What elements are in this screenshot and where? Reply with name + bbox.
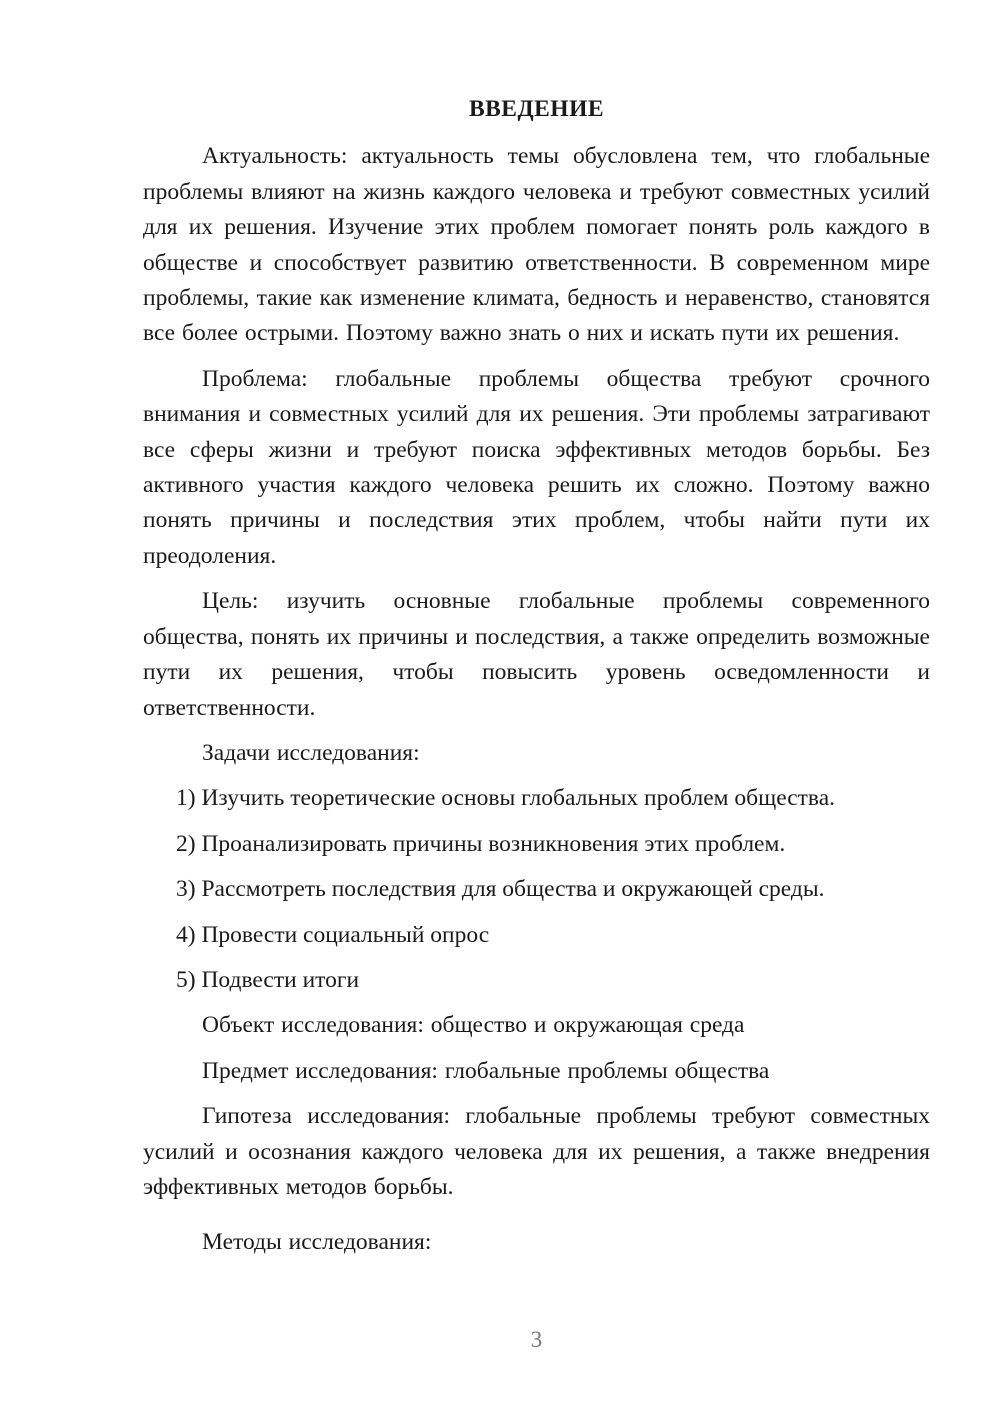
section-title: ВВЕДЕНИЕ <box>468 96 605 122</box>
document-content <box>143 92 930 1271</box>
task-item-1: 1) Изучить теоретические основы глобальных проблем общества. <box>176 785 836 812</box>
paragraph-hypothesis: Гипотеза исследования: глобальные проблемы требуют совместных усилий и осознания каждого человека для их решения, а также внедрения эффективных методов борьбы. <box>143 1103 930 1200</box>
page-number: 3 <box>530 1327 543 1352</box>
task-item-4: 4) Провести социальный опрос <box>176 921 490 948</box>
task-item-5: 5) Подвести итоги <box>176 966 360 993</box>
paragraph-goal: Цель: изучить основные глобальные проблемы современного общества, понять их причины и последствия, а также определить возможные пути их решения, чтобы повысить уровень осведомленности и ответственности. <box>143 588 930 721</box>
methods-heading: Методы исследования: <box>202 1229 432 1256</box>
paragraph-problem: Проблема: глобальные проблемы общества требуют срочного внимания и совместных усилий для их решения. Эти проблемы затрагивают все сферы жизни и требуют поиска эффективных методов борьбы. Без активного участия каждого человека решить их сложно. Поэтому важно понять причины и последствия этих проблем, чтобы найти пути их преодоления. <box>143 365 930 569</box>
paragraph-object: Объект исследования: общество и окружающая среда <box>202 1012 745 1039</box>
task-item-2: 2) Проанализировать причины возникновения этих проблем. <box>176 830 786 857</box>
paragraph-subject: Предмет исследования: глобальные проблемы общества <box>202 1057 770 1084</box>
tasks-heading: Задачи исследования: <box>202 739 420 766</box>
paragraph-relevance: Актуальность: актуальность темы обусловлена тем, что глобальные проблемы влияют на жизнь каждого человека и требуют совместных усилий для их решения. Изучение этих проблем помогает понять роль каждого в обществе и способствует развитию ответственности. В современном мире проблемы, такие как изменение климата, бедность и неравенство, становятся все более острыми. Поэтому важно знать о них и искать пути их решения. <box>143 143 930 347</box>
task-item-3: 3) Рассмотреть последствия для общества и окружающей среды. <box>176 876 825 903</box>
